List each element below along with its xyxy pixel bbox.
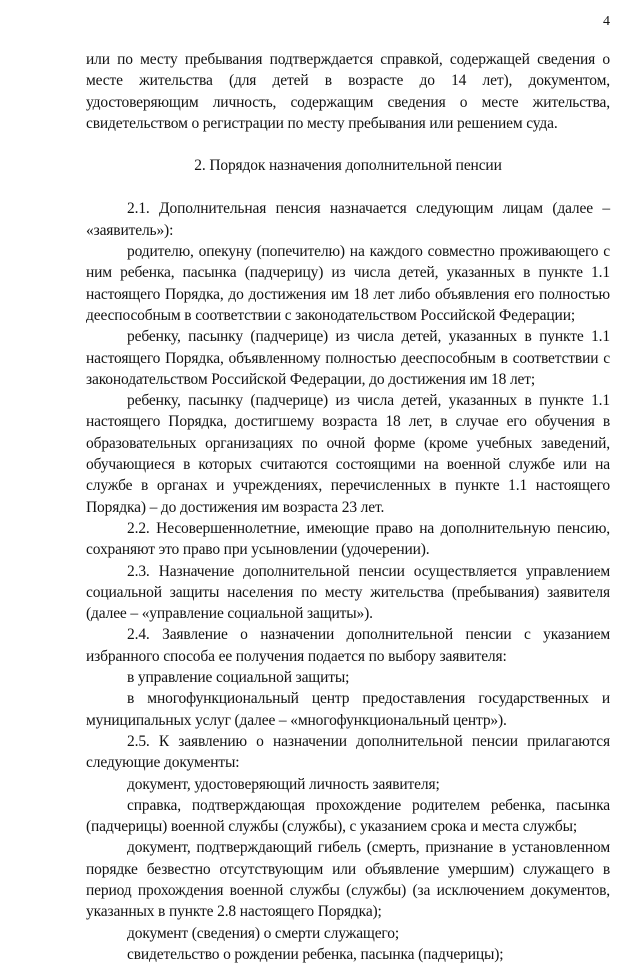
paragraph-2-4: 2.4. Заявление о назначении дополнительной пенсии с указанием избранного способа ее получения подается по выбору заявителя:: [86, 626, 610, 665]
document-body: [86, 49, 610, 965]
paragraph-doc-identity: документ, удостоверяющий личность заявителя;: [127, 775, 440, 793]
paragraph-doc-service-certificate: справка, подтверждающая прохождение родителем ребенка, пасынка (падчерицы) военной службы (службы), с указанием срока и места службы;: [86, 796, 610, 836]
page-number: 4: [603, 14, 610, 29]
paragraph-doc-birth-certificate: свидетельство о рождении ребенка, пасынка (падчерицы);: [127, 945, 504, 963]
paragraph-doc-death-proof: документ, подтверждающий гибель (смерть, признание в установленном порядке безвестно отсутствующим или объявление умершим) служащего в период прохождения военной службы (службы) (за исключением документов, указанных в пункте 2.8 настоящего Порядка);: [86, 839, 610, 921]
paragraph-child-student: ребенку, пасынку (падчерице) из числа детей, указанных в пункте 1.1 настоящего Порядка, достигшему возраста 18 лет, в случае его обучения в образовательных организациях по очной форме (кроме учебных заведений, обучающиеся в которых считаются состоящими на военной службе или на службе в органах и учреждениях, перечисленных в пункте 1.1 настоящего Порядка) – до достижения им возраста 23 лет.: [86, 392, 610, 516]
paragraph-2-1: 2.1. Дополнительная пенсия назначается следующим лицам (далее – «заявитель»):: [86, 200, 610, 239]
intro-paragraph: или по месту пребывания подтверждается справкой, содержащей сведения о месте жительства (для детей в возрасте до 14 лет), документом, удостоверяющим личность, содержащим сведения о месте жительства, свидетельством о регистрации по месту пребывания или решением суда.: [86, 51, 610, 132]
paragraph-doc-death-info: документ (сведения) о смерти служащего;: [127, 924, 400, 942]
paragraph-2-5: 2.5. К заявлению о назначении дополнительной пенсии прилагаются следующие документы:: [86, 732, 610, 772]
paragraph-2-3: 2.3. Назначение дополнительной пенсии осуществляется управлением социальной защиты населения по месту жительства (пребывания) заявителя (далее – «управление социальной защиты»).: [86, 562, 610, 623]
paragraph-child-capable: ребенку, пасынку (падчерице) из числа детей, указанных в пункте 1.1 настоящего Порядка, объявленному полностью дееспособным в соответствии с законодательством Российской Федерации, до достижения им 18 лет;: [86, 328, 610, 388]
section-title: 2. Порядок назначения дополнительной пенсии: [194, 157, 502, 175]
paragraph-parent-guardian: родителю, опекуну (попечителю) на каждого совместно проживающего с ним ребенка, пасынка (падчерицу) из числа детей, указанных в пункте 1.1 настоящего Порядка, до достижения им 18 лет либо объявления его полностью дееспособным в соответствии с законодательством Российской Федерации;: [86, 243, 610, 324]
paragraph-mfc: в многофункциональный центр предоставления государственных и муниципальных услуг (далее – «многофункциональный центр»).: [86, 690, 610, 729]
paragraph-social-office: в управление социальной защиты;: [127, 669, 350, 687]
paragraph-2-2: 2.2. Несовершеннолетние, имеющие право на дополнительную пенсию, сохраняют это право при усыновлении (удочерении).: [86, 519, 610, 559]
